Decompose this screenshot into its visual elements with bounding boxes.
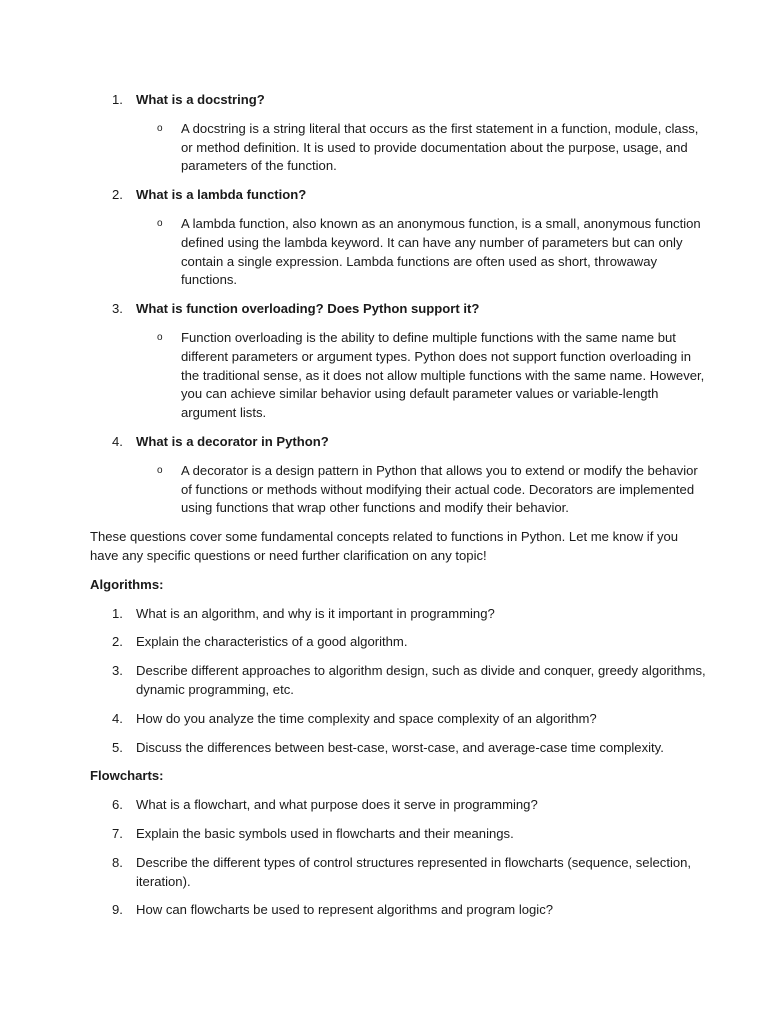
bullet-marker: o [157, 122, 163, 134]
question-text: What is a decorator in Python? [136, 433, 329, 449]
list-text: Explain the characteristics of a good algorithm. [136, 634, 408, 650]
question-text: What is a lambda function? [136, 187, 307, 203]
list-text: What is a flowchart, and what purpose does it serve in programming? [136, 797, 538, 813]
list-text: How do you analyze the time complexity and space complexity of an algorithm? [136, 710, 597, 726]
list-text: Describe the different types of control structures represented in flowcharts (sequence, selection, iteration). [136, 854, 692, 889]
list-text: How can flowcharts be used to represent algorithms and program logic? [136, 902, 554, 918]
list-item [90, 796, 708, 815]
list-number: 1. [112, 605, 123, 621]
algorithms-list [90, 605, 708, 758]
list-number: 5. [112, 739, 123, 755]
list-item [90, 605, 708, 624]
question-number: 1. [112, 92, 123, 107]
list-number: 4. [112, 710, 123, 726]
list-text: Explain the basic symbols used in flowcharts and their meanings. [136, 825, 514, 841]
qa-section [90, 91, 708, 518]
answer-text: A docstring is a string literal that occurs as the first statement in a function, module, class, or method definition. It is used to provide documentation about the purpose, usage, and parameters of the function. [181, 120, 699, 174]
bullet-marker: o [157, 217, 163, 229]
list-item [90, 739, 708, 758]
list-text: Describe different approaches to algorithm design, such as divide and conquer, greedy algorithms, dynamic programming, etc. [136, 663, 706, 697]
list-number: 8. [112, 854, 123, 870]
list-text: Discuss the differences between best-case, worst-case, and average-case time complexity. [136, 739, 664, 755]
answer-item [90, 329, 708, 423]
list-text: What is an algorithm, and why is it important in programming? [136, 605, 495, 621]
question-number: 4. [112, 433, 123, 449]
answer-text: A decorator is a design pattern in Python that allows you to extend or modify the behavior of functions or methods without modifying their actual code. Decorators are implemented using functions that wrap other functions and modify their behavior. [181, 462, 698, 516]
answer-item [90, 462, 708, 518]
question-number: 2. [112, 187, 123, 203]
question-item [90, 433, 708, 452]
question-item [90, 91, 708, 110]
summary-paragraph: These questions cover some fundamental concepts related to functions in Python. Let me know if you have any specific questions or need further clarification on any topic! [90, 529, 679, 563]
list-number: 9. [112, 902, 123, 918]
section-heading-flowcharts: Flowcharts: [90, 768, 164, 784]
question-number: 3. [112, 301, 123, 317]
question-text: What is a docstring? [136, 92, 265, 107]
question-text: What is function overloading? Does Python support it? [136, 301, 480, 317]
question-item [90, 186, 708, 205]
bullet-marker: o [157, 464, 163, 476]
bullet-marker: o [157, 331, 163, 343]
list-number: 3. [112, 663, 123, 679]
list-item [90, 710, 708, 729]
answer-text: Function overloading is the ability to define multiple functions with the same name but different parameters or argument types. Python does not support function overloading in the traditional sense, as it does not allow multiple functions with the same name. However, you can achieve similar behavior using default parameter values or variable-length argument lists. [181, 329, 705, 421]
answer-text: A lambda function, also known as an anonymous function, is a small, anonymous function defined using the lambda keyword. It can have any number of parameters but can only contain a single expression. Lambda functions are often used as short, throwaway functions. [181, 215, 701, 288]
list-number: 7. [112, 825, 123, 841]
list-item [90, 825, 708, 844]
section-heading-algorithms: Algorithms: [90, 576, 164, 592]
list-number: 6. [112, 797, 123, 813]
answer-item [90, 120, 708, 176]
list-item [90, 633, 708, 652]
list-item [90, 901, 708, 920]
answer-item [90, 215, 708, 290]
list-number: 2. [112, 634, 123, 650]
question-item [90, 300, 708, 319]
list-item [90, 854, 708, 892]
flowcharts-list [90, 796, 708, 920]
list-item [90, 662, 708, 700]
